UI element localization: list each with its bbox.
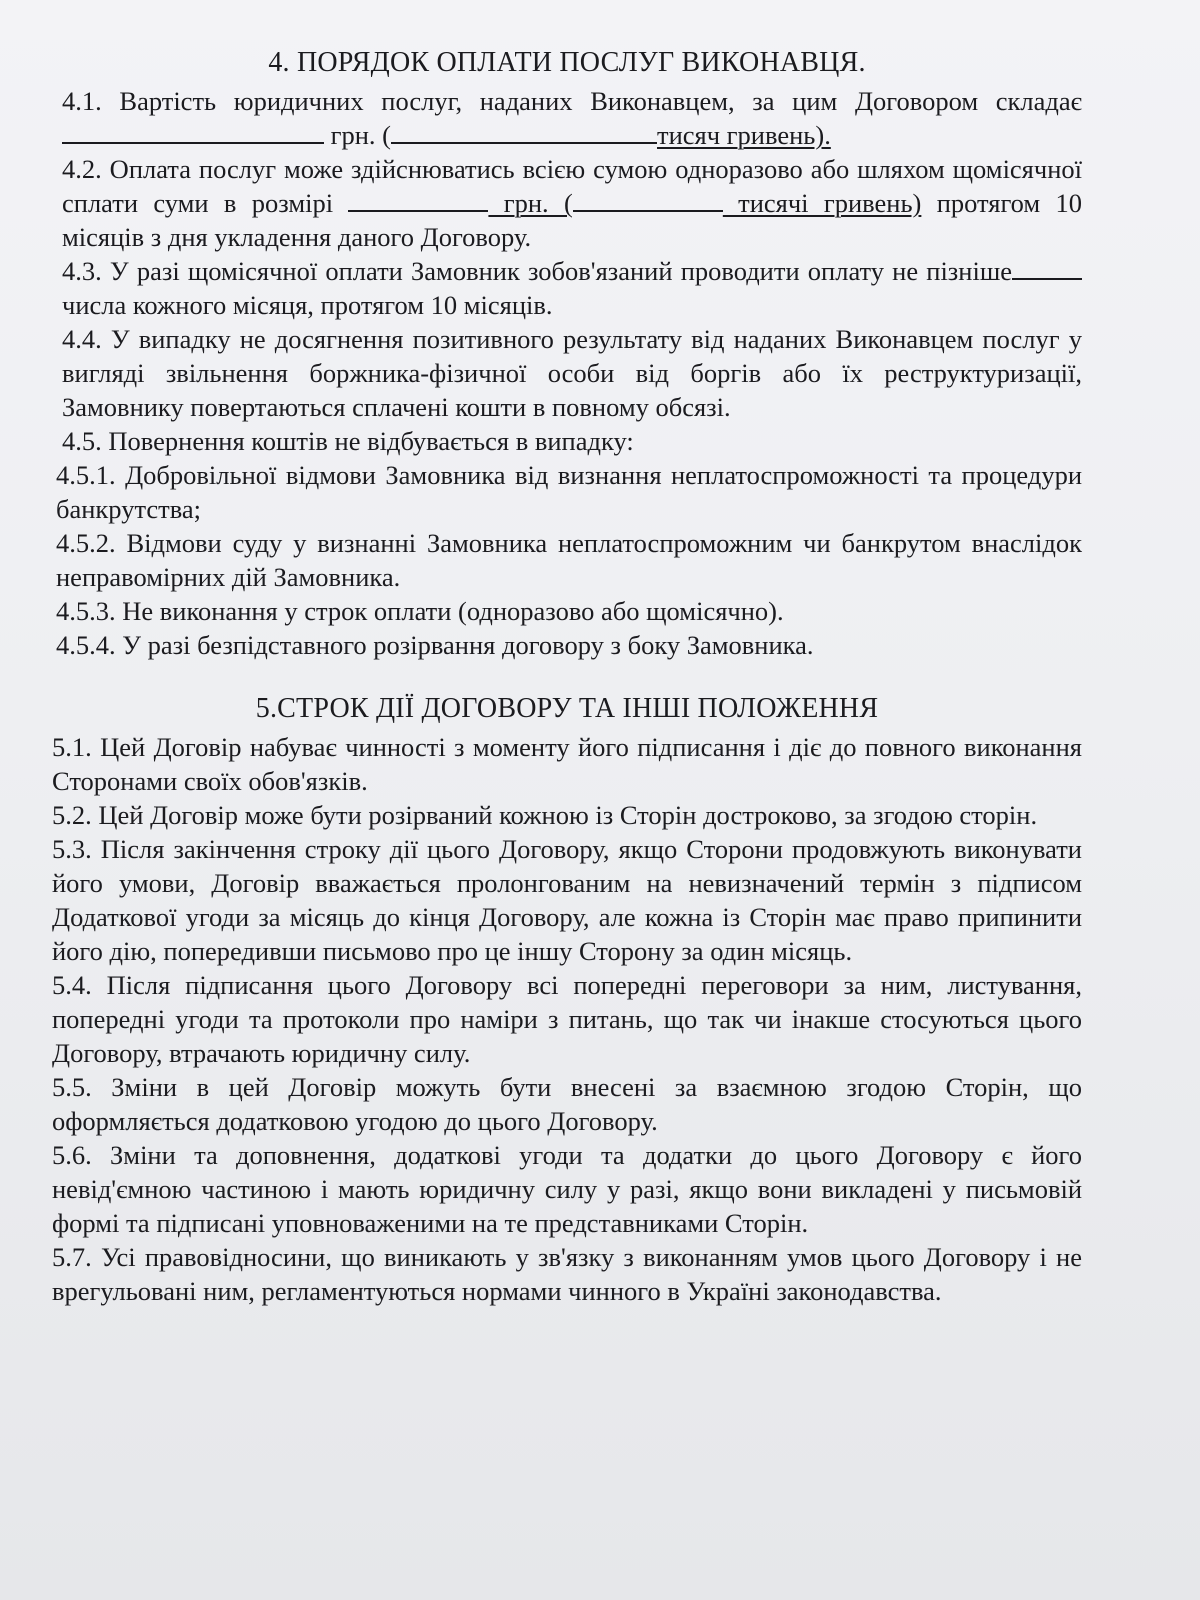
section-5 bbox=[52, 690, 1082, 1308]
clause-4-5-2: 4.5.2. Відмови суду у визнанні Замовника неплатоспроможним чи банкрутом внаслідок неправомірних дій Замовника. bbox=[56, 528, 1082, 592]
monthly-amount-words-blank bbox=[573, 186, 723, 212]
document-body bbox=[52, 44, 1082, 1308]
clause-4-5-3: 4.5.3. Не виконання у строк оплати (одноразово або щомісячно). bbox=[56, 596, 784, 626]
amount-words-blank bbox=[391, 118, 657, 144]
clause-4-1-text-b: грн. ( bbox=[324, 120, 392, 150]
clause-4-3-text-a: 4.3. У разі щомісячної оплати Замовник зобов'язаний проводити оплату не пізніше bbox=[62, 256, 1012, 286]
section-4 bbox=[52, 44, 1082, 662]
clause-4-5-1: 4.5.1. Добровільної відмови Замовника від визнання неплатоспроможності та процедури банкрутства; bbox=[56, 460, 1082, 524]
clause-5-6: 5.6. Зміни та доповнення, додаткові угоди та додатки до цього Договору є його невід'ємною частиною і мають юридичну силу у разі, якщо вони викладені у письмовій формі та підписані уповноваженими на те представниками Сторін. bbox=[52, 1140, 1082, 1238]
clause-4-2-text-b: грн. ( bbox=[488, 188, 573, 218]
clause-4-3-text-b: числа кожного місяця, протягом 10 місяців. bbox=[62, 290, 553, 320]
clause-4-5: 4.5. Повернення коштів не відбувається в випадку: bbox=[62, 426, 634, 456]
clause-5-5: 5.5. Зміни в цей Договір можуть бути внесені за взаємною згодою Сторін, що оформляється додатковою угодою до цього Договору. bbox=[52, 1072, 1082, 1136]
clause-5-3: 5.3. Після закінчення строку дії цього Договору, якщо Сторони продовжують виконувати його умови, Договір вважається пролонгованим на невизначений термін з підписом Додаткової угоди за місяць до кінця Договору, але кожна із Сторін має право припинити його дію, попередивши письмово про це іншу Сторону за один місяць. bbox=[52, 834, 1082, 966]
amount-blank bbox=[62, 118, 324, 144]
clause-5-2: 5.2. Цей Договір може бути розірваний кожною із Сторін достроково, за згодою сторін. bbox=[52, 800, 1038, 830]
clause-4-2-text-d: протягом 10 місяців з дня укладення даного Договору. bbox=[62, 188, 1082, 252]
clause-4-1-text-a: 4.1. Вартість юридичних послуг, наданих Виконавцем, за цим Договором складає bbox=[62, 86, 1082, 116]
clause-4-2-text-c: тисячі гривень) bbox=[722, 188, 922, 218]
clause-4-5-4: 4.5.4. У разі безпідставного розірвання договору з боку Замовника. bbox=[56, 630, 814, 660]
clause-4-4: 4.4. У випадку не досягнення позитивного результату від наданих Виконавцем послуг у вигляді звільнення боржника-фізичної особи від боргів або їх реструктуризації, Замовнику повертаються сплачені кошти в повному обсязі. bbox=[62, 324, 1082, 422]
clause-4-2-text-a: 4.2. Оплата послуг може здійснюватись всією сумою одноразово або шляхом щомісячної сплати суми в розмірі bbox=[62, 154, 1082, 218]
section-4-title: 4. ПОРЯДОК ОПЛАТИ ПОСЛУГ ВИКОНАВЦЯ. bbox=[268, 47, 866, 78]
clause-4-1 bbox=[52, 84, 1082, 152]
monthly-amount-blank bbox=[348, 186, 488, 212]
day-of-month-blank bbox=[1012, 254, 1082, 280]
clause-5-7: 5.7. Усі правовідносини, що виникають у зв'язку з виконанням умов цього Договору і не врегульовані ним, регламентуються нормами чинного в Україні законодавства. bbox=[52, 1242, 1082, 1306]
section-5-title: 5.СТРОК ДІЇ ДОГОВОРУ ТА ІНШІ ПОЛОЖЕННЯ bbox=[255, 693, 879, 724]
clause-4-3 bbox=[52, 254, 1082, 322]
clause-4-1-text-c: тисяч гривень). bbox=[657, 120, 831, 150]
clause-5-1: 5.1. Цей Договір набуває чинності з моменту його підписання і діє до повного виконання Сторонами своїх обов'язків. bbox=[52, 732, 1082, 796]
clause-4-2 bbox=[52, 152, 1082, 254]
clause-5-4: 5.4. Після підписання цього Договору всі попередні переговори за ним, листування, попередні угоди та протоколи про наміри з питань, що так чи інакше стосуються цього Договору, втрачають юридичну силу. bbox=[52, 970, 1082, 1068]
